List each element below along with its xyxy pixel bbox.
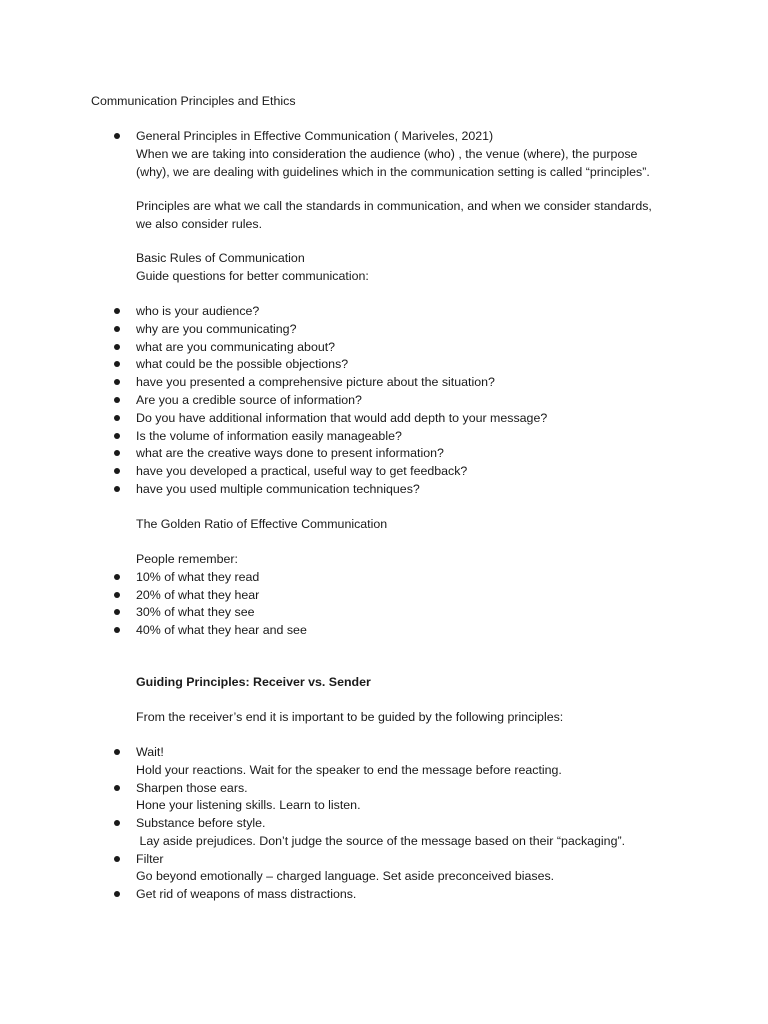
bullet-icon	[114, 450, 120, 456]
bullet-icon	[114, 891, 120, 897]
bullet-icon	[114, 820, 120, 826]
bullet-icon	[114, 433, 120, 439]
bullet-icon	[114, 415, 120, 421]
document-title: Communication Principles and Ethics	[91, 94, 296, 108]
bullet-icon	[114, 627, 120, 633]
list-item: 40% of what they hear and see	[136, 623, 307, 637]
bullet-icon	[114, 856, 120, 862]
list-item: Is the volume of information easily manageable?	[136, 429, 402, 443]
paragraph-line: When we are taking into consideration the audience (who) , the venue (where), the purpose	[136, 147, 638, 161]
list-item: have you used multiple communication techniques?	[136, 482, 420, 496]
golden-ratio-intro: People remember:	[136, 552, 238, 566]
paragraph-line: we also consider rules.	[136, 217, 263, 231]
bullet-icon	[114, 749, 120, 755]
golden-ratio-heading: The Golden Ratio of Effective Communication	[136, 517, 388, 531]
list-item: what are the creative ways done to present information?	[136, 446, 444, 460]
bullet-icon	[114, 609, 120, 615]
bullet-icon	[114, 344, 120, 350]
bullet-icon	[114, 308, 120, 314]
list-item: what are you communicating about?	[136, 340, 336, 354]
principle-title: Get rid of weapons of mass distractions.	[136, 887, 357, 901]
list-item: 10% of what they read	[136, 570, 260, 584]
bullet-icon	[114, 379, 120, 385]
principle-description: Hold your reactions. Wait for the speaker to end the message before reacting.	[136, 763, 562, 777]
bullet-icon	[114, 486, 120, 492]
list-item: what could be the possible objections?	[136, 357, 349, 371]
list-item: 30% of what they see	[136, 605, 255, 619]
list-item: Are you a credible source of information?	[136, 393, 362, 407]
principle-description: Go beyond emotionally – charged language. Set aside preconceived biases.	[136, 869, 555, 883]
principle-title: Substance before style.	[136, 816, 266, 830]
list-item: why are you communicating?	[136, 322, 297, 336]
list-item: 20% of what they hear	[136, 588, 260, 602]
bullet-icon	[114, 785, 120, 791]
principle-title: Wait!	[136, 745, 164, 759]
guiding-principles-intro: From the receiver’s end it is important to be guided by the following principles:	[136, 710, 564, 724]
bullet-icon	[114, 361, 120, 367]
principle-description: Hone your listening skills. Learn to listen.	[136, 798, 361, 812]
principle-description: Lay aside prejudices. Don’t judge the source of the message based on their “packaging”.	[136, 834, 626, 848]
rules-heading: Basic Rules of Communication	[136, 251, 305, 265]
bullet-icon	[114, 397, 120, 403]
bullet-icon	[114, 468, 120, 474]
guiding-principles-heading: Guiding Principles: Receiver vs. Sender	[136, 675, 371, 689]
list-item: have you presented a comprehensive picture about the situation?	[136, 375, 495, 389]
list-item: have you developed a practical, useful way to get feedback?	[136, 464, 468, 478]
list-item: Do you have additional information that would add depth to your message?	[136, 411, 548, 425]
general-principles-heading: General Principles in Effective Communication ( Mariveles, 2021)	[136, 129, 494, 143]
list-item: who is your audience?	[136, 304, 260, 318]
paragraph-line: (why), we are dealing with guidelines which in the communication setting is called “principles”.	[136, 165, 650, 179]
principle-title: Filter	[136, 852, 164, 866]
paragraph-line: Principles are what we call the standards in communication, and when we consider standards,	[136, 199, 652, 213]
bullet-icon	[114, 326, 120, 332]
guide-intro: Guide questions for better communication:	[136, 269, 369, 283]
bullet-icon	[114, 574, 120, 580]
principle-title: Sharpen those ears.	[136, 781, 248, 795]
bullet-icon	[114, 133, 120, 139]
bullet-icon	[114, 592, 120, 598]
